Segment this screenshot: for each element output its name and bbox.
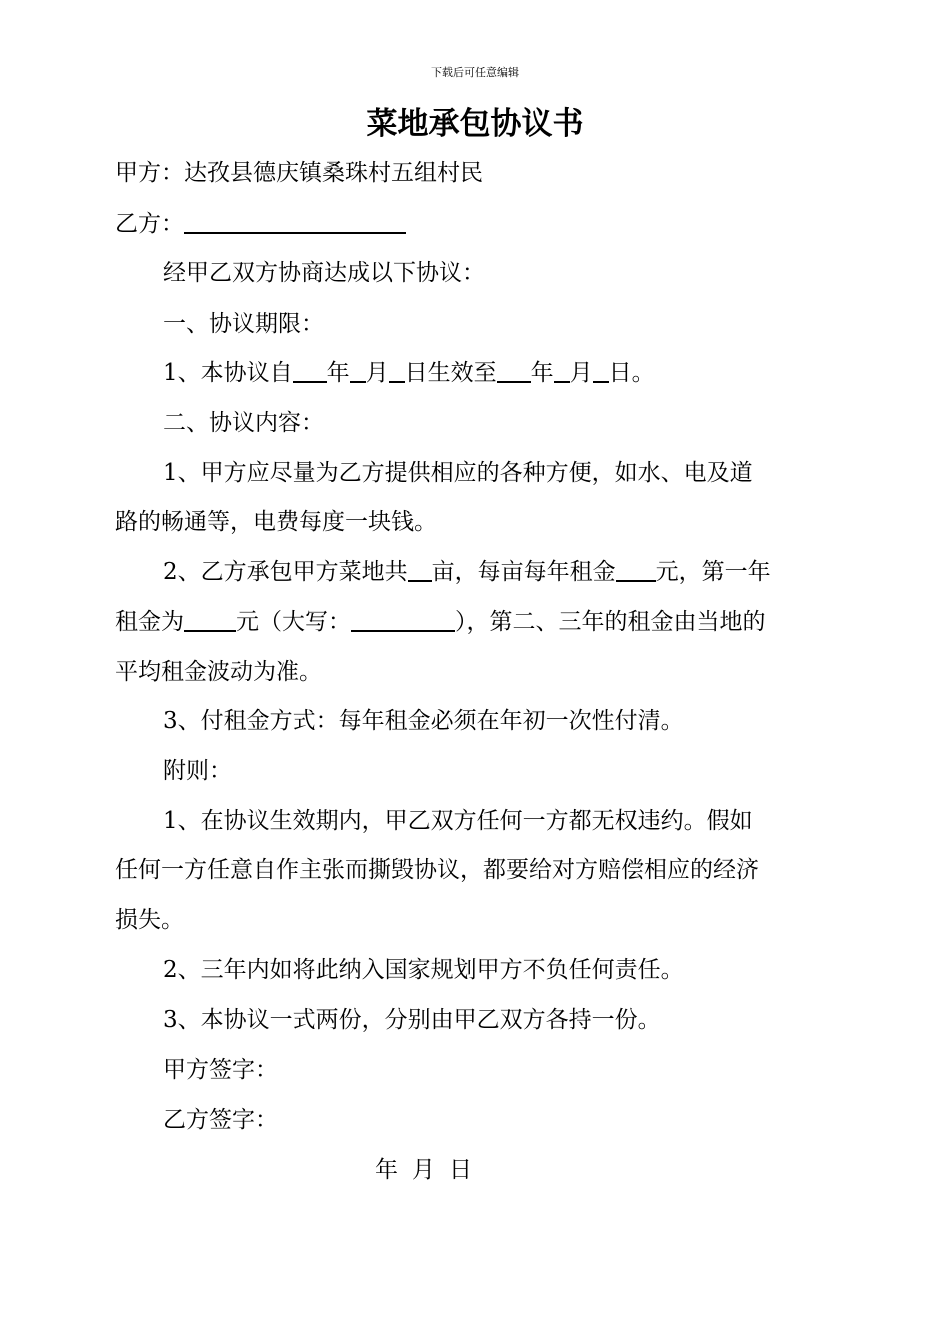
term-text: 月 [365, 360, 389, 386]
clause-3-line: 3、付租金方式：每年租金必须在年初一次性付清。 [163, 708, 684, 734]
date-month: 月 [412, 1157, 435, 1183]
appendix-3-line: 3、本协议一式两份，分别由甲乙双方各持一份。 [163, 1007, 661, 1033]
term-text: 月 [569, 360, 593, 386]
clause-text: 租金为 [115, 609, 184, 635]
blank-end-year [497, 359, 531, 383]
date-year: 年 [375, 1157, 398, 1183]
clause-text: 亩，每亩每年租金 [431, 559, 616, 585]
blank-start-day [389, 359, 405, 383]
clause-text: 元（大写： [236, 609, 351, 635]
appendix-1-line-2: 任何一方任意自作主张而撕毁协议，都要给对方赔偿相应的经济 [115, 857, 759, 883]
section-term-heading: 一、协议期限： [163, 311, 324, 337]
document-title: 菜地承包协议书 [366, 106, 584, 142]
party-b-blank [184, 210, 406, 234]
date-day: 日 [449, 1157, 472, 1183]
section-content-heading: 二、协议内容： [163, 410, 324, 436]
clause-text: ），第二、三年的租金由当地的 [455, 609, 766, 635]
clause-1-line-2: 路的畅通等，电费每度一块钱。 [115, 509, 437, 535]
clause-2-line-3: 平均租金波动为准。 [115, 659, 322, 685]
clause-1-line-1: 1、甲方应尽量为乙方提供相应的各种方便，如水、电及道 [163, 460, 753, 486]
intro-line: 经甲乙双方协商达成以下协议： [163, 260, 485, 286]
blank-area-mu [408, 558, 432, 582]
appendix-2-line: 2、三年内如将此纳入国家规划甲方不负任何责任。 [163, 957, 684, 983]
page-header: 下载后可任意编辑 [431, 66, 519, 79]
term-text: 年 [326, 360, 350, 386]
blank-start-year [293, 359, 327, 383]
clause-2-line-1 [163, 557, 837, 587]
appendix-1-line-3: 损失。 [115, 907, 184, 933]
appendix-1-line-1: 1、在协议生效期内，甲乙双方任何一方都无权违约。假如 [163, 808, 753, 834]
clause-text: 元，第一年 [655, 559, 771, 585]
party-b-label: 乙方： [115, 211, 184, 237]
blank-first-year-rent [184, 608, 236, 632]
signature-date [375, 1155, 486, 1185]
term-text: 1、本协议自 [163, 360, 293, 386]
blank-start-month [350, 359, 366, 383]
blank-end-month [554, 359, 570, 383]
clause-text: 2、乙方承包甲方菜地共 [163, 559, 408, 585]
party-b-signature: 乙方签字： [163, 1107, 278, 1133]
term-text: 日生效至 [404, 360, 497, 386]
blank-rent-per-mu [616, 558, 656, 582]
party-b-line [115, 209, 837, 239]
term-line [163, 358, 837, 388]
blank-end-day [593, 359, 609, 383]
term-text: 年 [530, 360, 554, 386]
blank-rent-uppercase [351, 608, 455, 632]
term-text: 日。 [608, 360, 655, 386]
clause-2-line-2 [115, 607, 837, 637]
party-a-signature: 甲方签字： [163, 1057, 278, 1083]
party-a-line: 甲方：达孜县德庆镇桑珠村五组村民 [115, 160, 483, 186]
appendix-heading: 附则： [163, 758, 232, 784]
